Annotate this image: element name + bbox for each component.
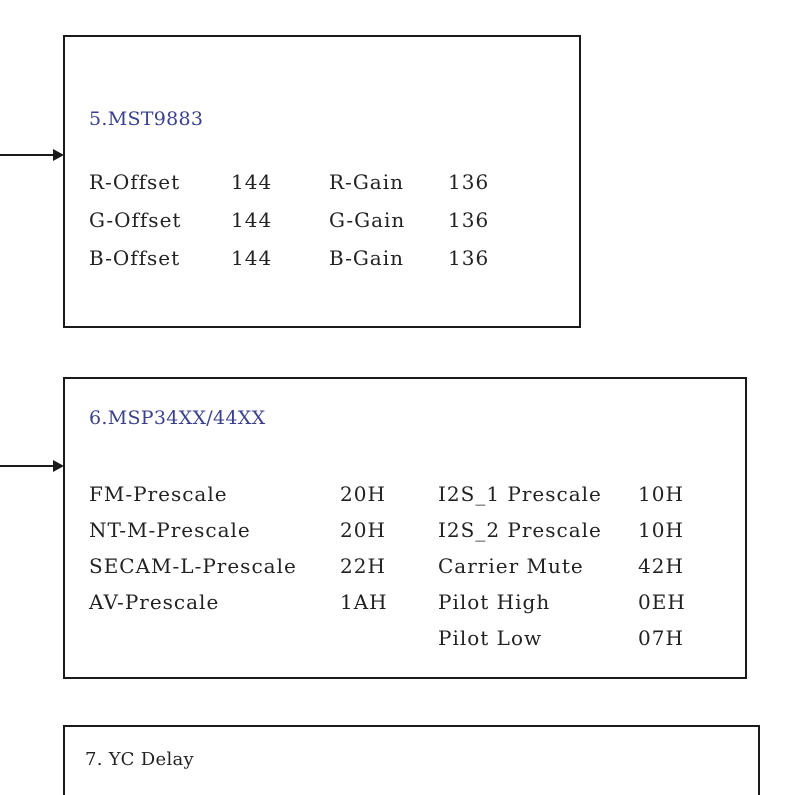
mst9883-panel bbox=[63, 35, 581, 328]
section-title: 7. YC Delay bbox=[85, 749, 194, 770]
pointer-arrow-section6 bbox=[0, 465, 62, 467]
value-i2s2-prescale: 10H bbox=[638, 518, 684, 542]
label-i2s2-prescale: I2S_2 Prescale bbox=[438, 518, 602, 542]
value-pilot-high: 0EH bbox=[638, 590, 686, 614]
label-r-offset: R-Offset bbox=[89, 170, 181, 194]
value-av-prescale: 1AH bbox=[340, 590, 388, 614]
value-pilot-low: 07H bbox=[638, 626, 684, 650]
value-carrier-mute: 42H bbox=[638, 554, 684, 578]
label-av-prescale: AV-Prescale bbox=[89, 590, 220, 614]
value-fm-prescale: 20H bbox=[340, 482, 386, 506]
section-title: 5.MST9883 bbox=[89, 108, 204, 130]
label-b-gain: B-Gain bbox=[329, 246, 405, 270]
label-i2s1-prescale: I2S_1 Prescale bbox=[438, 482, 602, 506]
yc-delay-panel bbox=[63, 725, 760, 795]
value-i2s1-prescale: 10H bbox=[638, 482, 684, 506]
value-r-offset: 144 bbox=[231, 170, 273, 194]
value-b-offset: 144 bbox=[231, 246, 273, 270]
value-g-offset: 144 bbox=[231, 208, 273, 232]
value-nt-m-prescale: 20H bbox=[340, 518, 386, 542]
value-b-gain: 136 bbox=[448, 246, 490, 270]
value-secam-l-prescale: 22H bbox=[340, 554, 386, 578]
label-pilot-low: Pilot Low bbox=[438, 626, 543, 650]
value-g-gain: 136 bbox=[448, 208, 490, 232]
msp34xx-panel bbox=[63, 377, 747, 679]
label-carrier-mute: Carrier Mute bbox=[438, 554, 584, 578]
label-b-offset: B-Offset bbox=[89, 246, 181, 270]
label-r-gain: R-Gain bbox=[329, 170, 404, 194]
label-g-gain: G-Gain bbox=[329, 208, 406, 232]
label-secam-l-prescale: SECAM-L-Prescale bbox=[89, 554, 297, 578]
label-nt-m-prescale: NT-M-Prescale bbox=[89, 518, 251, 542]
section-title: 6.MSP34XX/44XX bbox=[89, 407, 266, 429]
label-pilot-high: Pilot High bbox=[438, 590, 551, 614]
value-r-gain: 136 bbox=[448, 170, 490, 194]
label-fm-prescale: FM-Prescale bbox=[89, 482, 228, 506]
pointer-arrow-section5 bbox=[0, 154, 62, 156]
label-g-offset: G-Offset bbox=[89, 208, 182, 232]
